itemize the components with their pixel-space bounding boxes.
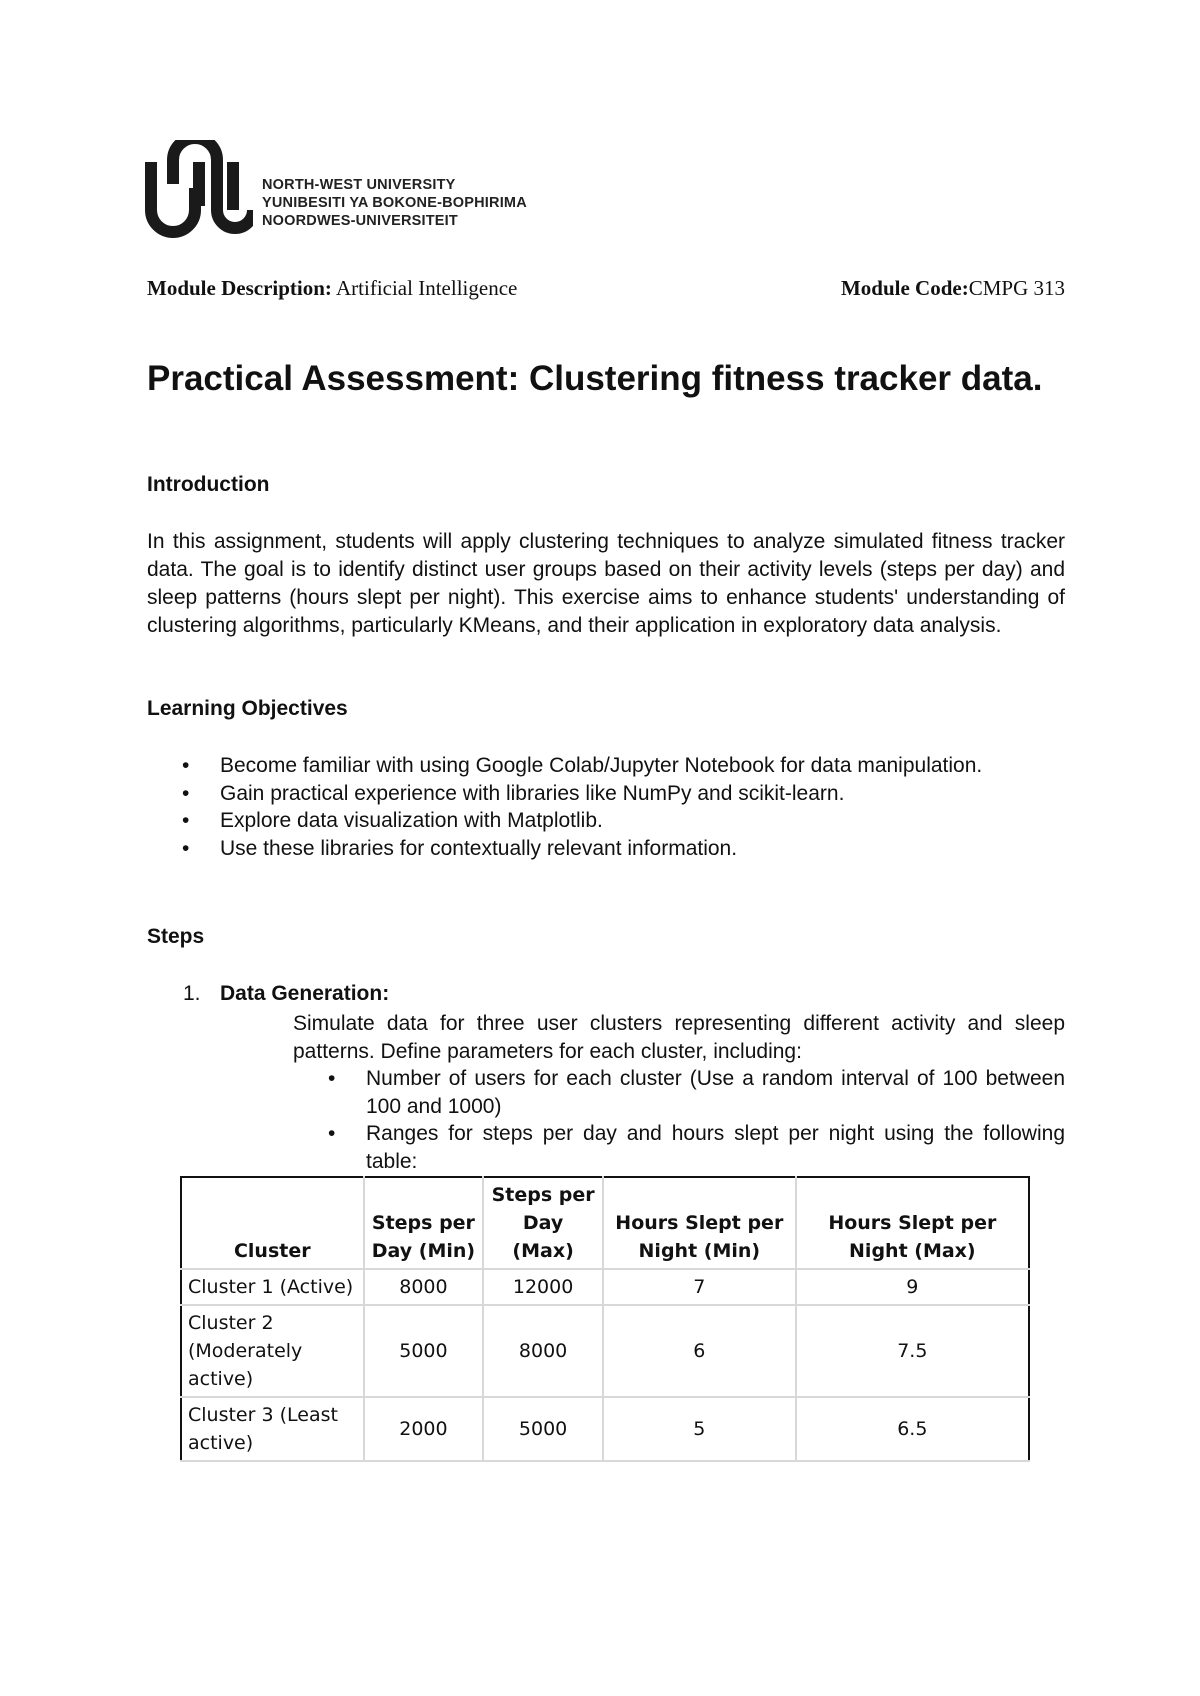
introduction-heading: Introduction — [147, 473, 270, 496]
step-title: Data Generation: — [220, 982, 390, 1005]
steps-heading: Steps — [147, 925, 205, 948]
module-code-value: CMPG 313 — [968, 276, 1065, 300]
module-description-value: Artificial Intelligence — [336, 276, 518, 300]
step-number: 1. — [183, 982, 201, 1005]
table-cell: 2000 — [364, 1397, 484, 1461]
cluster-ranges-table — [180, 1176, 1030, 1462]
introduction-text: In this assignment, students will apply clustering techniques to analyze simulated fitness tracker data. The goal is to identify distinct user groups based on their activity levels (steps per day) and sleep patterns (hours slept per night). This exercise aims to enhance students' understanding of clustering algorithms, particularly KMeans, and their application in exploratory data analysis. — [147, 530, 1065, 637]
column-header: Cluster — [181, 1177, 364, 1269]
table-header-row — [181, 1177, 1029, 1269]
table-cell: 9 — [796, 1269, 1029, 1305]
table-cell: 8000 — [483, 1305, 603, 1397]
column-header: Steps per Day (Min) — [364, 1177, 484, 1269]
table-cell: 7.5 — [796, 1305, 1029, 1397]
step-bullets — [293, 1065, 1065, 1175]
table-cell: 6 — [603, 1305, 796, 1397]
table-cell: 7 — [603, 1269, 796, 1305]
table-row — [181, 1305, 1029, 1397]
module-code — [841, 276, 1065, 301]
university-names — [262, 176, 527, 230]
table-row — [181, 1397, 1029, 1461]
learning-objectives-list — [147, 752, 1065, 862]
nwu-logo-icon — [143, 140, 253, 252]
module-code-label: Module Code: — [840, 276, 969, 300]
table-row — [181, 1269, 1029, 1305]
column-header: Hours Slept per Night (Min) — [603, 1177, 796, 1269]
table-cell: Cluster 1 (Active) — [181, 1269, 364, 1305]
column-header: Hours Slept per Night (Max) — [796, 1177, 1029, 1269]
table-cell: 5 — [603, 1397, 796, 1461]
table-cell: 12000 — [483, 1269, 603, 1305]
list-item: • Explore data visualization with Matplotlib. — [147, 807, 1065, 835]
module-info — [147, 276, 1065, 304]
list-item: • Number of users for each cluster (Use a random interval of 100 between 100 and 1000) — [293, 1065, 1065, 1120]
table-cell: 5000 — [483, 1397, 603, 1461]
list-item: • Ranges for steps per day and hours slept per night using the following table: — [293, 1120, 1065, 1175]
table-cell: 8000 — [364, 1269, 484, 1305]
page-title: Practical Assessment: Clustering fitness tracker data. — [147, 359, 1043, 398]
university-name-english: NORTH-WEST UNIVERSITY — [262, 177, 456, 193]
module-description — [147, 276, 517, 301]
university-name-setswana: YUNIBESITI YA BOKONE-BOPHIRIMA — [262, 195, 527, 211]
list-item: • Gain practical experience with libraries like NumPy and scikit-learn. — [147, 780, 1065, 808]
table-cell: Cluster 2 (Moderately active) — [181, 1305, 364, 1397]
module-description-label: Module Description: — [147, 276, 332, 300]
column-header: Steps per Day (Max) — [483, 1177, 603, 1269]
list-item: • Become familiar with using Google Colab/Jupyter Notebook for data manipulation. — [147, 752, 1065, 780]
step-description: Simulate data for three user clusters representing different activity and sleep patterns. Define parameters for each cluster, including: — [293, 1012, 1065, 1063]
list-item: • Use these libraries for contextually relevant information. — [147, 835, 1065, 863]
learning-objectives-heading: Learning Objectives — [147, 697, 348, 720]
table-cell: 6.5 — [796, 1397, 1029, 1461]
table-cell: 5000 — [364, 1305, 484, 1397]
table-cell: Cluster 3 (Least active) — [181, 1397, 364, 1461]
university-name-afrikaans: NOORDWES-UNIVERSITEIT — [262, 213, 458, 229]
